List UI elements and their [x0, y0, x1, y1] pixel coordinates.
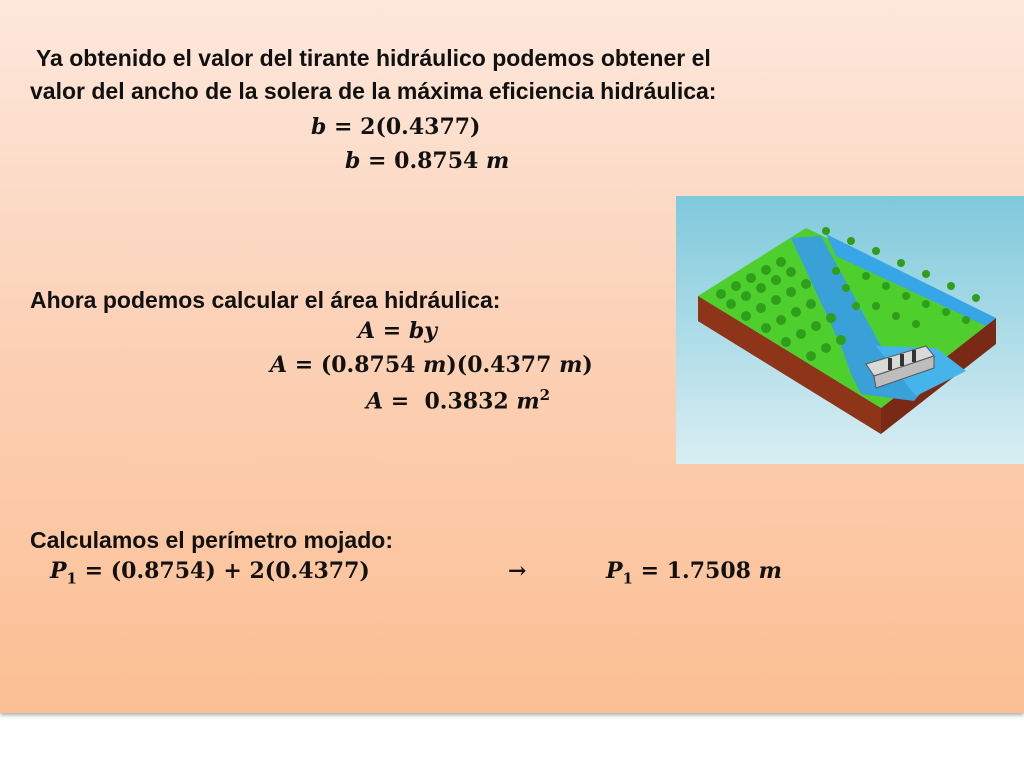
eq-var: P — [50, 558, 67, 584]
eq-mid: )(0.4377 — [446, 352, 560, 378]
eq-sub: 1 — [622, 569, 633, 588]
paragraph-intro-line2: valor del ancho de la solera de la máxima eficiencia hidráulica: — [30, 78, 717, 105]
equation-a2 — [270, 352, 593, 378]
canal-dam-icon — [676, 196, 1024, 464]
eq-rhs: = (0.8754 — [287, 352, 424, 378]
eq-var: b — [345, 148, 361, 174]
arrow-symbol: → — [508, 558, 527, 584]
paragraph-area: Ahora podemos calcular el área hidráulica: — [30, 287, 501, 313]
eq-rhs: = 2(0.4377) — [326, 114, 481, 140]
eq-rhs: = (0.8754) + 2(0.4377) — [76, 558, 370, 584]
eq-var: b — [311, 114, 327, 140]
eq-rhs: = — [375, 318, 409, 344]
equation-p1 — [50, 558, 370, 587]
eq-unit: m — [758, 558, 782, 584]
equation-p1-result — [606, 558, 782, 587]
equation-a3 — [366, 386, 550, 414]
paragraph-intro-line1: Ya obtenido el valor del tirante hidráulico podemos obtener el — [30, 45, 711, 71]
eq-rhs: = 0.8754 — [360, 148, 486, 174]
paragraph-intro — [30, 42, 716, 109]
eq-unit: m — [559, 352, 583, 378]
eq-var: P — [606, 558, 623, 584]
equation-a1 — [358, 318, 437, 344]
eq-rhs-var: by — [408, 318, 438, 344]
eq-rhs: = 1.7508 — [632, 558, 759, 584]
eq-unit: m — [516, 388, 540, 415]
eq-var: A — [270, 352, 288, 378]
eq-rhs: = 0.3832 — [383, 388, 517, 415]
equation-b1 — [311, 114, 480, 140]
paragraph-perimeter: Calculamos el perímetro mojado: — [30, 527, 393, 553]
eq-unit: m — [423, 352, 447, 378]
eq-var: A — [366, 388, 384, 415]
eq-end: ) — [582, 352, 593, 378]
eq-exponent: 2 — [539, 386, 551, 404]
eq-var: A — [358, 318, 376, 344]
equation-b2 — [345, 148, 509, 174]
eq-sub: 1 — [66, 569, 77, 588]
eq-unit: m — [486, 148, 510, 174]
